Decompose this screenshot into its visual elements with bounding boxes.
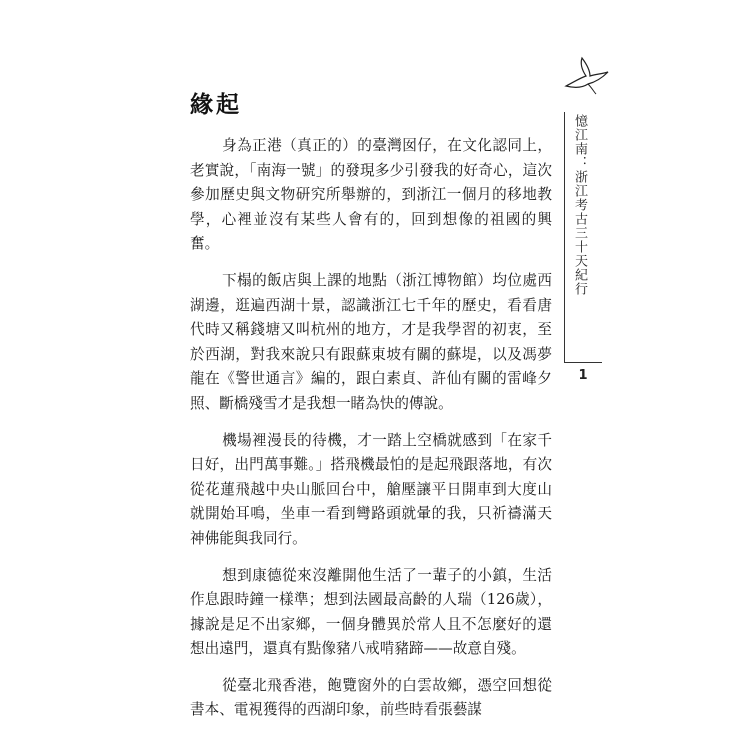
page-number: 1 — [578, 368, 588, 383]
margin-rule-vertical — [564, 112, 565, 362]
body-text — [190, 134, 552, 735]
paragraph: 機場裡漫長的待機，才一踏上空橋就感到「在家千日好，出門萬事難。」搭飛機最怕的是起飛跟落地，有次從花蓮飛越中央山脈回台中，艙壓讓平日開車到大度山就開始耳鳴，坐車一看到彎路頭就暈的我，只祈禱滿天神佛能與我同行。 — [190, 431, 552, 547]
running-title: 憶江南：浙江考古三十天紀行 — [572, 114, 587, 296]
paragraph: 身為正港（真正的）的臺灣囡仔，在文化認同上，老實說，「南海一號」的發現多少引發我的好奇心，這次參加歷史與文物研究所舉辦的，到浙江一個月的移地教學，心裡並沒有某些人會有的，回到想像的祖國的興奮。 — [190, 137, 552, 253]
margin-rule-horizontal — [564, 362, 602, 363]
chapter-title: 緣起 — [190, 92, 242, 118]
paragraph: 從臺北飛香港，飽覽窗外的白雲故鄉，憑空回想從書本、電視獲得的西湖印象，前些時看張藝謀 — [190, 676, 552, 719]
bird-logo-icon — [560, 56, 610, 96]
paragraph: 想到康德從來沒離開他生活了一輩子的小鎮，生活作息跟時鐘一樣準；想到法國最高齡的人瑞（126歲），據說是足不出家鄉，一個身體異於常人且不怎麼好的還想出遠門，還真有點像豬八戒啃豬蹄——故意自殘。 — [190, 566, 552, 658]
paragraph: 下榻的飯店與上課的地點（浙江博物館）均位處西湖邊，逛遍西湖十景，認識浙江七千年的歷史，看看唐代時又稱錢塘又叫杭州的地方，才是我學習的初衷，至於西湖，對我來說只有跟蘇東坡有關的蘇堤，以及馮夢龍在《警世通言》編的，跟白素貞、許仙有關的雷峰夕照、斷橋殘雪才是我想一睹為快的傳說。 — [190, 271, 552, 412]
